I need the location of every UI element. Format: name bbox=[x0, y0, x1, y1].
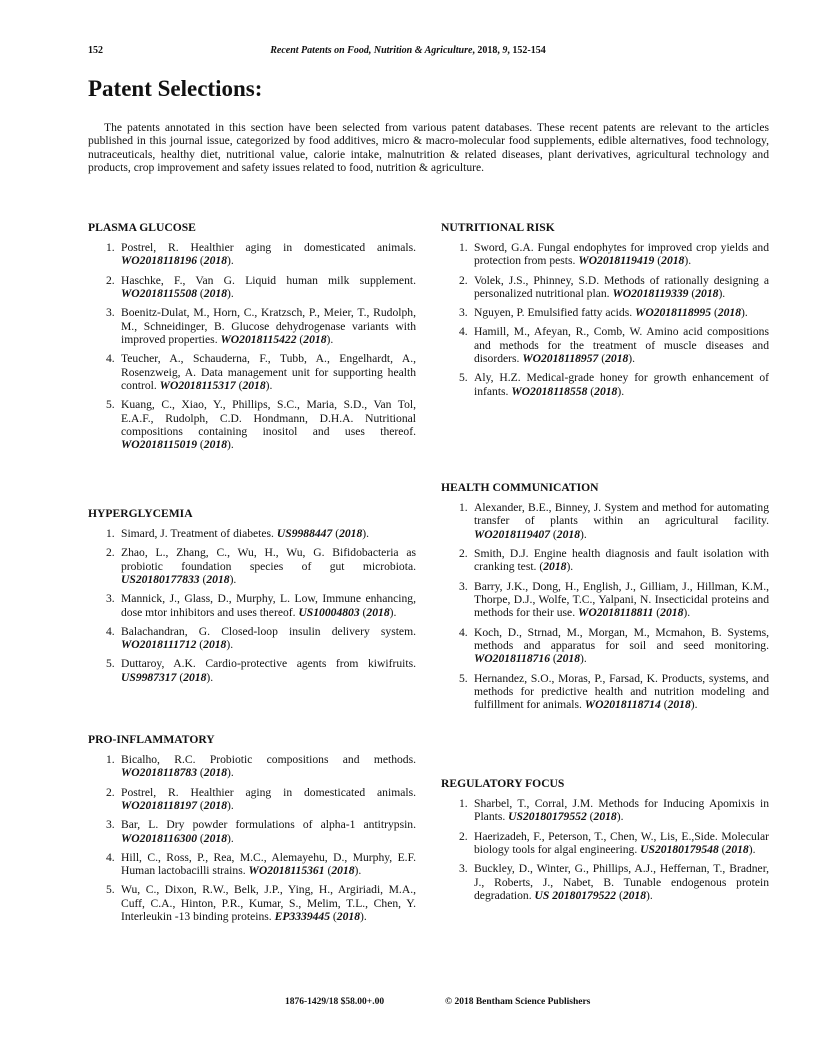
section-heading: NUTRITIONAL RISK bbox=[441, 221, 555, 234]
reference-text: Smith, D.J. Engine health diagnosis and fault isolation with cranking test. bbox=[474, 547, 769, 574]
reference-item: 2. Haerizadeh, F., Peterson, T., Chen, W., Lis, E.,Side. Molecular biology tools for algal engineering. US20180179548 (2018). bbox=[459, 829, 769, 857]
reference-text: Barry, J.K., Dong, H., English, J., Gilliam, J., Hillman, K.M., Thorpe, D.J., Wolfe, T.C., Yalpani, N. Insecticidal proteins and methods for their use. bbox=[474, 579, 769, 620]
item-number: 5. bbox=[106, 657, 115, 671]
item-number: 3. bbox=[106, 306, 115, 320]
item-number: 2. bbox=[459, 829, 468, 843]
reference-item: 3. Nguyen, P. Emulsified fatty acids. WO2018118995 (2018). bbox=[459, 306, 748, 320]
patent-year: 2018 bbox=[556, 652, 580, 666]
patent-number: WO2018118995 bbox=[635, 306, 712, 320]
reference-list bbox=[441, 241, 769, 398]
item-number: 1. bbox=[459, 241, 468, 254]
reference-text: Haerizadeh, F., Peterson, T., Chen, W., Lis, E.,Side. Molecular biology tools for algal engineering. bbox=[474, 829, 769, 857]
item-number: 2. bbox=[459, 547, 468, 561]
patent-number: WO2018119419 bbox=[578, 254, 655, 268]
reference-list bbox=[88, 241, 416, 452]
reference-text: Bicalho, R.C. Probiotic compositions and methods. bbox=[121, 753, 416, 766]
journal-name: Recent Patents on Food, Nutrition & Agriculture bbox=[270, 45, 473, 56]
reference-text: Hamill, M., Afeyan, R., Comb, W. Amino acid compositions and methods for the treatment of muscle diseases and disorders. bbox=[474, 325, 769, 366]
item-number: 1. bbox=[459, 797, 468, 810]
patent-year: 2018 bbox=[593, 810, 617, 824]
item-number: 4. bbox=[106, 624, 115, 638]
patent-year: 2018 bbox=[203, 254, 227, 268]
reference-text: Sharbel, T., Corral, J.M. Methods for Inducing Apomixis in Plants. bbox=[474, 797, 769, 824]
reference-text: Mannick, J., Glass, D., Murphy, L. Low, Immune enhancing, dose mtor inhibitors and uses thereof. bbox=[121, 592, 416, 619]
reference-item: 5. Kuang, C., Xiao, Y., Phillips, S.C., Maria, S.D., Van Tol, E.A.F., Rudolph, C.D. Hondmann, D.H.A. Nutritional compositions containing inositol and uses thereof. WO2018115019 (2018). bbox=[106, 398, 416, 452]
reference-text: Buckley, D., Winter, G., Phillips, A.J., Heffernan, T., Bradner, J., Roberts, J., Nabet, B. Tunable endogenous protein degradation. bbox=[474, 862, 769, 903]
patent-number: EP3339445 bbox=[274, 910, 331, 924]
item-number: 3. bbox=[459, 579, 468, 593]
reference-item: 3. Boenitz-Dulat, M., Horn, C., Kratzsch, P., Meier, T., Rudolph, M., Schneidinger, B. Glucose dehydrogenase variants with improved properties. WO2018115422 (2018). bbox=[106, 306, 416, 347]
patent-number: WO2018115422 bbox=[220, 333, 297, 347]
reference-item: 1. Sword, G.A. Fungal endophytes for improved crop yields and protection from pests. WO2018119419 (2018). bbox=[459, 241, 769, 268]
reference-item: 4. Hill, C., Ross, P., Rea, M.C., Alemayehu, D., Murphy, E.F. Human lactobacilli strains. WO2018115361 (2018). bbox=[106, 850, 416, 878]
item-number: 4. bbox=[459, 325, 468, 339]
reference-text: Duttaroy, A.K. Cardio-protective agents from kiwifruits. bbox=[121, 657, 416, 671]
reference-item: 1. Simard, J. Treatment of diabetes. US9988447 (2018). bbox=[106, 527, 370, 540]
page-title: Patent Selections: bbox=[88, 76, 263, 101]
reference-text: Kuang, C., Xiao, Y., Phillips, S.C., Maria, S.D., Van Tol, E.A.F., Rudolph, C.D. Hondmann, D.H.A. Nutritional compositions containing inositol and uses thereof. bbox=[121, 398, 416, 439]
item-number: 2. bbox=[106, 273, 115, 287]
reference-item: 4. Teucher, A., Schauderna, F., Tubb, A., Engelhardt, A., Rosenzweig, A. Data management unit for supporting health control. WO2018115317 (2018). bbox=[106, 352, 416, 393]
patent-number: WO2018115317 bbox=[159, 379, 236, 393]
patent-year: 2018 bbox=[605, 352, 629, 366]
patent-year: 2018 bbox=[303, 333, 327, 347]
patent-number: WO2018119339 bbox=[612, 287, 689, 301]
item-number: 1. bbox=[106, 241, 115, 254]
patent-number: US 20180179522 bbox=[534, 889, 617, 903]
patent-number: WO2018118783 bbox=[121, 766, 198, 780]
item-number: 1. bbox=[106, 753, 115, 766]
item-number: 3. bbox=[106, 818, 115, 832]
patent-year: 2018 bbox=[336, 910, 360, 924]
patent-year: 2018 bbox=[556, 527, 580, 541]
reference-list bbox=[88, 753, 416, 924]
patent-year: 2018 bbox=[366, 605, 390, 619]
patent-number: WO2018118558 bbox=[511, 384, 588, 398]
reference-text: Bar, L. Dry powder formulations of alpha-1 antitrypsin. bbox=[121, 818, 416, 832]
patent-year: 2018 bbox=[622, 889, 646, 903]
reference-item: 2. Postrel, R. Healthier aging in domesticated animals. WO2018118197 (2018). bbox=[106, 785, 416, 813]
patent-year: 2018 bbox=[203, 438, 227, 452]
reference-text: Simard, J. Treatment of diabetes. bbox=[121, 527, 274, 540]
reference-text: Hill, C., Ross, P., Rea, M.C., Alemayehu, D., Murphy, E.F. Human lactobacilli strains. bbox=[121, 850, 416, 878]
reference-item: 4. Balachandran, G. Closed-loop insulin delivery system. WO2018111712 (2018). bbox=[106, 624, 416, 652]
item-number: 5. bbox=[106, 398, 115, 412]
reference-item: 1. Postrel, R. Healthier aging in domesticated animals. WO2018118196 (2018). bbox=[106, 241, 416, 268]
patent-number: US20180177833 bbox=[121, 573, 200, 587]
patent-number: US9987317 bbox=[121, 670, 177, 684]
patent-number: US9988447 bbox=[276, 527, 333, 540]
reference-item: 2. Zhao, L., Zhang, C., Wu, H., Wu, G. Bifidobacteria as probiotic foundation species of gut microbiota. US20180177833 (2018). bbox=[106, 546, 416, 587]
patent-year: 2018 bbox=[594, 384, 618, 398]
section-heading: PRO-INFLAMMATORY bbox=[88, 733, 215, 746]
reference-item: 5. Duttaroy, A.K. Cardio-protective agents from kiwifruits. US9987317 (2018). bbox=[106, 657, 416, 684]
section-nutritional-risk bbox=[441, 221, 769, 404]
patent-number: WO2018115508 bbox=[121, 287, 198, 301]
reference-text: Hernandez, S.O., Moras, P., Farsad, K. Products, systems, and methods for predictive health and nutrition modeling and fulfillment for animals. bbox=[474, 671, 769, 712]
patent-number: WO2018118811 bbox=[578, 606, 654, 620]
reference-list bbox=[441, 797, 769, 902]
reference-text: Teucher, A., Schauderna, F., Tubb, A., Engelhardt, A., Rosenzweig, A. Data management unit for supporting health control. bbox=[121, 352, 416, 393]
patent-number: US10004803 bbox=[298, 605, 360, 619]
reference-text: Haschke, F., Van G. Liquid human milk supplement. bbox=[121, 273, 416, 287]
reference-item: 5. Hernandez, S.O., Moras, P., Farsad, K. Products, systems, and methods for predictive health and nutrition modeling and fulfillment for animals. WO2018118714 (2018). bbox=[459, 671, 769, 712]
patent-year: 2018 bbox=[717, 306, 741, 320]
patent-year: 2018 bbox=[203, 831, 227, 845]
patent-number: WO2018115019 bbox=[121, 438, 198, 452]
patent-number: WO2018118197 bbox=[121, 799, 198, 813]
journal-pages: , 152-154 bbox=[507, 45, 546, 56]
patent-year: 2018 bbox=[661, 254, 685, 268]
item-number: 5. bbox=[459, 371, 468, 385]
patent-year: 2018 bbox=[695, 287, 719, 301]
footer-issn-price: 1876-1429/18 $58.00+.00 bbox=[285, 997, 385, 1007]
section-heading: HEALTH COMMUNICATION bbox=[441, 481, 599, 494]
item-number: 2. bbox=[459, 273, 468, 287]
patent-year: 2018 bbox=[203, 287, 227, 301]
patent-number: WO2018111712 bbox=[121, 638, 197, 652]
reference-text: Balachandran, G. Closed-loop insulin delivery system. bbox=[121, 624, 416, 638]
patent-year: 2018 bbox=[203, 799, 227, 813]
reference-text: Postrel, R. Healthier aging in domesticated animals. bbox=[121, 241, 416, 254]
section-hyperglycemia bbox=[88, 507, 416, 690]
section-heading: REGULATORY FOCUS bbox=[441, 777, 565, 790]
reference-item: 5. Wu, C., Dixon, R.W., Belk, J.P., Ying, H., Argiriadi, M.A., Cuff, C.A., Hinton, P.R., Kumar, S., Melim, T.L., Chen, Y. Interleukin -13 binding proteins. EP3339445 (2018). bbox=[106, 883, 416, 924]
item-number: 5. bbox=[459, 671, 468, 685]
patent-year: 2018 bbox=[667, 698, 691, 712]
patent-year: 2018 bbox=[543, 560, 567, 574]
reference-text: Koch, D., Strnad, M., Morgan, M., Mcmahon, B. Systems, methods and apparatus for soil and seed monitoring. bbox=[474, 625, 769, 653]
patent-number: WO2018116300 bbox=[121, 831, 198, 845]
patent-year: 2018 bbox=[206, 573, 230, 587]
patent-number: WO2018118716 bbox=[474, 652, 551, 666]
reference-item: 3. Barry, J.K., Dong, H., English, J., Gilliam, J., Hillman, K.M., Thorpe, D.J., Wolfe, T.C., Yalpani, N. Insecticidal proteins and methods for their use. WO2018118811 (2018). bbox=[459, 579, 769, 620]
patent-number: WO2018115361 bbox=[248, 864, 325, 878]
patent-year: 2018 bbox=[725, 843, 749, 857]
item-number: 2. bbox=[106, 546, 115, 560]
reference-text: Boenitz-Dulat, M., Horn, C., Kratzsch, P., Meier, T., Rudolph, M., Schneidinger, B. Glucose dehydrogenase variants with improved properties. bbox=[121, 306, 416, 347]
reference-item: 1. Bicalho, R.C. Probiotic compositions and methods. WO2018118783 (2018). bbox=[106, 753, 416, 780]
item-number: 1. bbox=[106, 527, 115, 540]
reference-item: 2. Volek, J.S., Phinney, S.D. Methods of rationally designing a personalized nutritional plan. WO2018119339 (2018). bbox=[459, 273, 769, 301]
section-regulatory-focus bbox=[441, 777, 769, 908]
reference-list bbox=[441, 501, 769, 712]
reference-list bbox=[88, 527, 416, 684]
patent-number: WO2018118196 bbox=[121, 254, 198, 268]
reference-text: Zhao, L., Zhang, C., Wu, H., Wu, G. Bifidobacteria as probiotic foundation species of gut microbiota. bbox=[121, 546, 416, 573]
patent-number: US20180179548 bbox=[640, 843, 719, 857]
reference-text: Aly, H.Z. Medical-grade honey for growth enhancement of infants. bbox=[474, 371, 769, 398]
reference-item: 1. Alexander, B.E., Binney, J. System and method for automating transfer of plants within an agricultural facility. WO2018119407 (2018). bbox=[459, 501, 769, 541]
patent-number: WO2018118714 bbox=[584, 698, 661, 712]
patent-number: US20180179552 bbox=[508, 810, 587, 824]
item-number: 3. bbox=[459, 862, 468, 876]
reference-item: 3. Bar, L. Dry powder formulations of alpha-1 antitrypsin. WO2018116300 (2018). bbox=[106, 818, 416, 845]
patent-year: 2018 bbox=[183, 670, 207, 684]
item-number: 1. bbox=[459, 501, 468, 514]
journal-volume: 9 bbox=[502, 45, 508, 56]
journal-year: , 2018, bbox=[472, 45, 503, 56]
reference-text: Nguyen, P. Emulsified fatty acids. bbox=[474, 306, 633, 320]
patent-year: 2018 bbox=[331, 864, 355, 878]
patent-year: 2018 bbox=[660, 606, 684, 620]
reference-text: Wu, C., Dixon, R.W., Belk, J.P., Ying, H., Argiriadi, M.A., Cuff, C.A., Hinton, P.R., Kumar, S., Melim, T.L., Chen, Y. Interleukin -13 binding proteins. bbox=[121, 883, 416, 924]
reference-item: 1. Sharbel, T., Corral, J.M. Methods for Inducing Apomixis in Plants. US20180179552 (2018). bbox=[459, 797, 769, 824]
section-heading: HYPERGLYCEMIA bbox=[88, 507, 193, 520]
reference-item: 2. Haschke, F., Van G. Liquid human milk supplement. WO2018115508 (2018). bbox=[106, 273, 416, 301]
patent-number: WO2018118957 bbox=[522, 352, 599, 366]
item-number: 3. bbox=[106, 592, 115, 606]
section-plasma-glucose bbox=[88, 221, 416, 458]
item-number: 2. bbox=[106, 785, 115, 799]
item-number: 5. bbox=[106, 883, 115, 897]
patent-year: 2018 bbox=[203, 766, 227, 780]
item-number: 3. bbox=[459, 306, 468, 320]
reference-item: 3. Mannick, J., Glass, D., Murphy, L. Low, Immune enhancing, dose mtor inhibitors and uses thereof. US10004803 (2018). bbox=[106, 592, 416, 619]
section-pro-inflammatory bbox=[88, 733, 416, 929]
reference-item: 2. Smith, D.J. Engine health diagnosis and fault isolation with cranking test. (2018). bbox=[459, 547, 769, 574]
patent-year: 2018 bbox=[203, 638, 227, 652]
item-number: 4. bbox=[459, 625, 468, 639]
item-number: 4. bbox=[106, 352, 115, 366]
running-header bbox=[0, 45, 816, 56]
reference-item: 4. Hamill, M., Afeyan, R., Comb, W. Amino acid compositions and methods for the treatment of muscle diseases and disorders. WO2018118957 (2018). bbox=[459, 325, 769, 366]
reference-text: Volek, J.S., Phinney, S.D. Methods of rationally designing a personalized nutritional plan. bbox=[474, 273, 769, 301]
reference-item: 5. Aly, H.Z. Medical-grade honey for growth enhancement of infants. WO2018118558 (2018). bbox=[459, 371, 769, 398]
section-heading: PLASMA GLUCOSE bbox=[88, 221, 196, 234]
intro-paragraph: The patents annotated in this section have been selected from various patent databases. These recent patents are relevant to the articles published in this journal issue, categorized by food additives, micro & macro-molecular food supplements, edible alternatives, food technology, nutraceuticals, healthy diet, nutritional value, calorie intake, malnutrition & related diseases, plant derivatives, agricultural technology and products, crop improvement and safety issues related to food, nutrition & agriculture. bbox=[88, 121, 769, 175]
reference-text: Sword, G.A. Fungal endophytes for improved crop yields and protection from pests. bbox=[474, 241, 769, 268]
patent-year: 2018 bbox=[242, 379, 266, 393]
item-number: 4. bbox=[106, 850, 115, 864]
reference-item: 3. Buckley, D., Winter, G., Phillips, A.J., Heffernan, T., Bradner, J., Roberts, J., Nabet, B. Tunable endogenous protein degradation. US 20180179522 (2018). bbox=[459, 862, 769, 903]
patent-number: WO2018119407 bbox=[474, 527, 551, 541]
section-health-communication bbox=[441, 481, 769, 718]
reference-text: Alexander, B.E., Binney, J. System and method for automating transfer of plants within an agricultural facility. bbox=[474, 501, 769, 528]
reference-item: 4. Koch, D., Strnad, M., Morgan, M., Mcmahon, B. Systems, methods and apparatus for soil and seed monitoring. WO2018118716 (2018). bbox=[459, 625, 769, 666]
footer-copyright: © 2018 Bentham Science Publishers bbox=[445, 997, 591, 1007]
page-number: 152 bbox=[88, 45, 103, 56]
patent-year: 2018 bbox=[339, 527, 363, 540]
reference-text: Postrel, R. Healthier aging in domesticated animals. bbox=[121, 785, 416, 799]
